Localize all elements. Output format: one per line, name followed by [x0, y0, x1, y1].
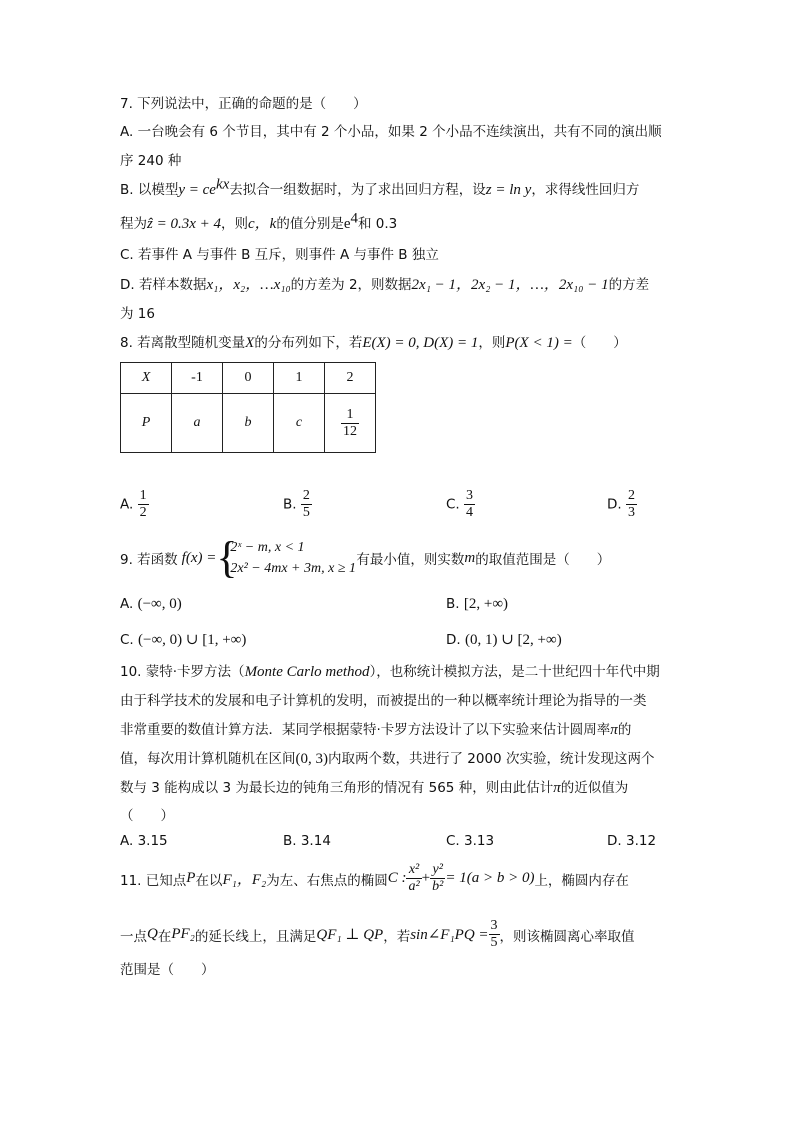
- q11-line3: 范围是（ ）: [120, 962, 215, 978]
- q9-option-a: A. (−∞, 0): [120, 596, 182, 612]
- q7-stem: 7. 下列说法中，正确的命题的是（ ）: [120, 96, 367, 112]
- table-cell: 2: [325, 363, 376, 394]
- table-cell: -1: [172, 363, 223, 394]
- q9-option-b: B. [2, +∞): [446, 596, 509, 612]
- table-row: [121, 394, 376, 453]
- q10-line5: 数与 3 能构成以 3 为最长边的钝角三角形的情况有 565 种，则由此估计π的近似值为: [120, 780, 629, 796]
- q10-line2: 由于科学技术的发展和电子计算机的发明，而被提出的一种以概率统计理论为指导的一类: [120, 693, 647, 709]
- q10-option-b: B. 3.14: [283, 833, 331, 849]
- q7-option-b-line1: B. 以模型$y = ce^{kx}$去拟合一组数据时，为了求出回归方程，设z = ln y，求得线性回归方: [120, 176, 640, 198]
- table-cell: c: [274, 394, 325, 453]
- q10-line4: 值，每次用计算机随机在区间(0, 3)内取两个数，共进行了 2000 次实验，统计发现这两个: [120, 751, 655, 767]
- table-cell-fraction: $\frac{1}{12}$: [325, 394, 376, 453]
- q10-line6: （ ）: [120, 808, 174, 824]
- q8-option-d: D. $\frac{2}{3}$: [607, 488, 635, 520]
- q10-option-d: D. 3.12: [607, 833, 657, 849]
- q8-option-a: A. $\frac{1}{2}$: [120, 488, 147, 520]
- q10-line3: 非常重要的数值计算方法．某同学根据蒙特·卡罗方法设计了以下实验来估计圆周率π的: [120, 722, 632, 738]
- q8-option-c: C. $\frac{3}{4}$: [446, 488, 474, 520]
- q10-option-c: C. 3.13: [446, 833, 495, 849]
- table-cell: a: [172, 394, 223, 453]
- table-cell: X: [121, 363, 172, 394]
- table-cell: b: [223, 394, 274, 453]
- q9-option-c: C. (−∞, 0) ∪ [1, +∞): [120, 632, 247, 648]
- q10-option-a: A. 3.15: [120, 833, 168, 849]
- q7-option-d-line2: 为 16: [120, 306, 155, 322]
- q7-option-c: C. 若事件 A 与事件 B 互斥，则事件 A 与事件 B 独立: [120, 247, 439, 263]
- q7-option-d-line1: D. 若样本数据x₁，x₂，…x₁₀的方差为 2，则数据2x₁ − 1，2x₂ − 1，…，2x₁₀ − 1的方差: [120, 277, 650, 293]
- piecewise-function: { 2ˣ − m, x < 1 2x² − 4mx + 3m, x ≥ 1: [216, 533, 356, 582]
- table-cell: P: [121, 394, 172, 453]
- q9-option-d: D. (0, 1) ∪ [2, +∞): [446, 632, 562, 648]
- q7-option-a-line2: 序 240 种: [120, 153, 182, 169]
- table-cell: 1: [274, 363, 325, 394]
- q10-line1: 10. 蒙特·卡罗方法（Monte Carlo method），也称统计模拟方法，是二十世纪四十年代中期: [120, 664, 660, 680]
- q11-line1: 11. 已知点 P 在以 F₁，F₂ 为左、右焦点的椭圆 C : $\frac{\text{x²}}{\text{a²}}$ + $\frac{\text{y²}}{\text{b²}}$ = 1(a > b > 0) 上，椭圆内存在: [120, 862, 629, 894]
- q8-option-b: B. $\frac{2}{5}$: [283, 488, 310, 520]
- q7-option-b-line2: 程为ẑ = 0.3x + 4，则c，k的值分别是$e^4$和 0.3: [120, 210, 398, 232]
- table-row: [121, 363, 376, 394]
- table-cell: 0: [223, 363, 274, 394]
- q8-stem: 8. 若离散型随机变量X的分布列如下，若E(X) = 0, D(X) = 1，则P(X < 1) =（ ）: [120, 335, 627, 351]
- q11-line2: 一点 Q 在 PF₂ 的延长线上，且满足 QF₁ ⊥ QP ，若 sin∠F₁PQ = $\frac{3}{5}$ ，则该椭圆离心率取值: [120, 918, 635, 950]
- q7-option-a-line1: A. 一台晚会有 6 个节目，其中有 2 个小品，如果 2 个小品不连续演出，共有不同的演出顺: [120, 124, 662, 140]
- distribution-table: [120, 362, 376, 453]
- brace-icon: {: [216, 533, 238, 582]
- q9-stem: 9. 若函数 f(x) = { 2ˣ − m, x < 1 2x² − 4mx + 3m, x ≥ 1 有最小值，则实数 m 的取值范围是（ ）: [120, 533, 611, 582]
